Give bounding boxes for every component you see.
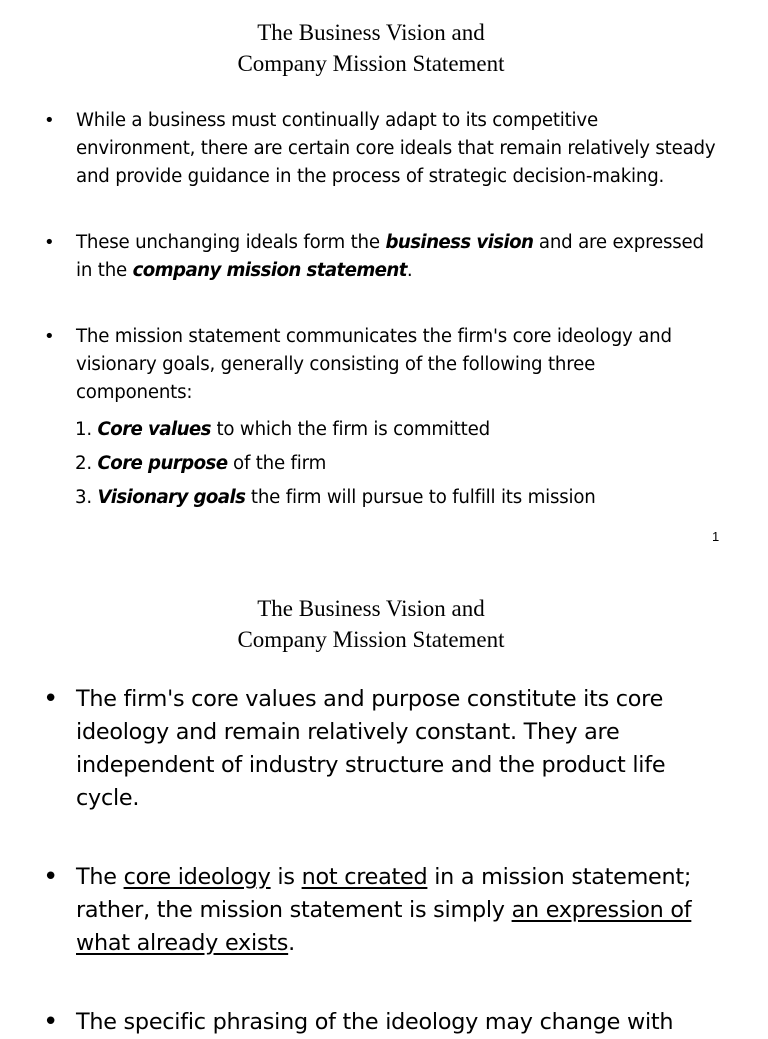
component-number: 1. — [75, 419, 98, 440]
slide2-bullet-1: • The firm's core values and purpose constitute its core ideology and remain relatively constant. They are independent of industry structure and the product life cycle. — [0, 683, 726, 815]
bullet2-text-c: . — [406, 260, 413, 281]
bullet3-text: The mission statement communicates the firm's core ideology and visionary goals, generally consisting of the following three components: — [76, 326, 672, 403]
component-item-3 — [75, 481, 716, 515]
components-list — [76, 413, 716, 515]
component-term: Visionary goals — [97, 487, 246, 508]
core-ideology-term: core ideology — [123, 864, 271, 890]
page-number: 1 — [712, 529, 720, 544]
component-desc: to which the firm is committed — [210, 419, 490, 440]
component-term: Core values — [97, 419, 211, 440]
slide2-bullet-list — [0, 683, 726, 1039]
slide1-title-line2: Company Mission Statement — [237, 51, 505, 76]
not-created-term: not created — [301, 864, 428, 890]
component-desc: of the firm — [227, 453, 327, 474]
slide2-title-line1: The Business Vision and — [257, 596, 485, 621]
slide1-title-line1: The Business Vision and — [257, 20, 485, 45]
slide1-bullet-list — [0, 107, 716, 515]
bullet2-text-a: The — [76, 864, 124, 890]
slide2-bullet-2 — [0, 861, 726, 960]
component-number: 3. — [75, 487, 98, 508]
business-vision-term: business vision — [385, 232, 534, 253]
slide2-title-line2: Company Mission Statement — [237, 627, 505, 652]
component-term: Core purpose — [97, 453, 228, 474]
bullet2-text-b: and are expressed in the — [76, 232, 704, 281]
mission-statement-term: company mission statement — [132, 260, 407, 281]
slide2-bullet-3: • The specific phrasing of the ideology may change with — [0, 1006, 726, 1039]
slide1-title — [0, 17, 742, 79]
slide1-bullet-2 — [0, 229, 716, 285]
bullet2-text-c: in a mission statement; rather, the mission statement is simply — [76, 864, 692, 923]
bullet2-text-b: is — [270, 864, 302, 890]
component-item-2 — [75, 447, 716, 481]
bullet2-text-d: . — [288, 930, 295, 956]
slide2-title — [0, 593, 742, 655]
component-number: 2. — [75, 453, 98, 474]
slide1-bullet-1: • While a business must continually adapt to its competitive environment, there are certain core ideals that remain relatively steady and provide guidance in the process of strategic decision-making. — [0, 107, 716, 191]
expression-term: an expression of what already exists — [76, 897, 692, 956]
component-item-1 — [75, 413, 716, 447]
slide1-bullet-3 — [0, 323, 716, 515]
component-desc: the firm will pursue to fulfill its mission — [245, 487, 596, 508]
bullet2-text-a: These unchanging ideals form the — [76, 232, 386, 253]
